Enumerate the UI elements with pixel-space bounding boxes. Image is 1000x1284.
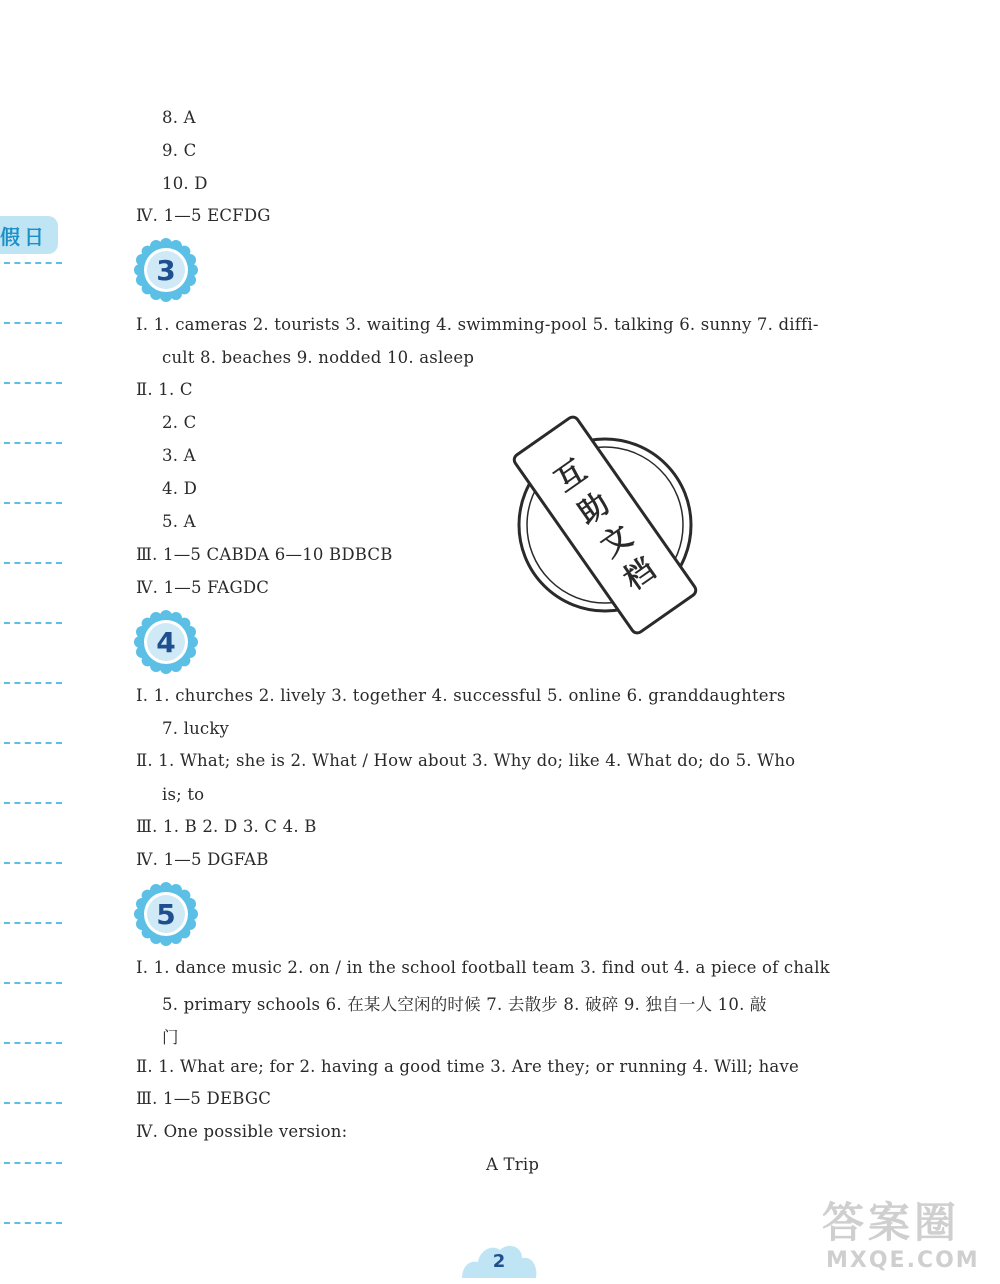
answer-line: is; to [162, 785, 205, 804]
section-badge-4 [134, 610, 198, 674]
section-badge-5 [134, 882, 198, 946]
answer-line: 7. lucky [162, 719, 230, 738]
watermark-url: MXQE.COM [826, 1248, 980, 1273]
answer-line: Ⅰ. 1. dance music 2. on / in the school football team 3. find out 4. a piece of chalk [136, 958, 830, 977]
margin-dash-line [4, 382, 62, 384]
stamp-watermark [505, 415, 705, 645]
margin-dash-line [4, 802, 62, 804]
watermark-logo: 答案圈 [822, 1198, 961, 1247]
answer-line: 5. A [162, 512, 196, 531]
answer-line: Ⅰ. 1. churches 2. lively 3. together 4. successful 5. online 6. granddaughters [136, 686, 786, 705]
answer-line: Ⅲ. 1—5 CABDA 6—10 BDBCB [136, 545, 393, 564]
answer-line: 10. D [162, 174, 208, 193]
answer-line: Ⅰ. 1. cameras 2. tourists 3. waiting 4. swimming-pool 5. talking 6. sunny 7. diffi- [136, 315, 819, 334]
stamp-icon [505, 415, 705, 645]
margin-dash-line [4, 682, 62, 684]
side-tab-label: 假日 [0, 224, 48, 249]
answer-line: Ⅳ. One possible version: [136, 1122, 348, 1141]
answer-line: Ⅳ. 1—5 DGFAB [136, 850, 269, 869]
answer-line: 3. A [162, 446, 196, 465]
answer-line: Ⅳ. 1—5 ECFDG [136, 206, 271, 225]
stamp-chinese-char: 档 [617, 551, 663, 598]
essay-title: A Trip [486, 1155, 540, 1174]
margin-dash-line [4, 862, 62, 864]
margin-dash-line [4, 622, 62, 624]
section-number: 5 [156, 897, 176, 931]
stamp-chinese-char: 助 [571, 486, 617, 532]
answer-line: Ⅱ. 1. C [136, 380, 193, 399]
answer-line: Ⅲ. 1. B 2. D 3. C 4. B [136, 817, 317, 836]
answer-line: 4. D [162, 479, 198, 498]
answer-line: Ⅱ. 1. What; she is 2. What / How about 3. Why do; like 4. What do; do 5. Who [136, 751, 796, 770]
answer-line: Ⅲ. 1—5 DEBGC [136, 1089, 272, 1108]
margin-dash-line [4, 562, 62, 564]
section-badge-3 [134, 238, 198, 302]
side-tab [0, 216, 58, 254]
margin-dash-line [4, 262, 62, 264]
answer-line: cult 8. beaches 9. nodded 10. asleep [162, 348, 475, 367]
answer-line: Ⅳ. 1—5 FAGDC [136, 578, 270, 597]
margin-dash-line [4, 1162, 62, 1164]
page-number: 2 [492, 1251, 506, 1272]
margin-dash-line [4, 442, 62, 444]
answer-line: 9. C [162, 141, 197, 160]
margin-dash-line [4, 322, 62, 324]
answer-line: 5. primary schools 6. 在某人空闲的时候 7. 去散步 8. 破碎 9. 独自一人 10. 敲 [162, 995, 767, 1014]
section-number: 3 [156, 253, 176, 287]
margin-dash-line [4, 502, 62, 504]
margin-dash-line [4, 742, 62, 744]
stamp-chinese-char: 文 [594, 518, 640, 565]
corner-watermark [812, 1190, 1000, 1280]
answer-line: Ⅱ. 1. What are; for 2. having a good time 3. Are they; or running 4. Will; have [136, 1057, 799, 1076]
answer-line: 门 [162, 1028, 179, 1047]
answer-line: 8. A [162, 108, 196, 127]
margin-dash-line [4, 1042, 62, 1044]
page-number-badge [458, 1240, 540, 1278]
margin-dash-line [4, 1102, 62, 1104]
margin-dash-line [4, 922, 62, 924]
stamp-chinese-char: 互 [548, 453, 594, 500]
margin-dash-line [4, 982, 62, 984]
section-number: 4 [156, 625, 176, 659]
answer-line: 2. C [162, 413, 197, 432]
margin-dash-line [4, 1222, 62, 1224]
